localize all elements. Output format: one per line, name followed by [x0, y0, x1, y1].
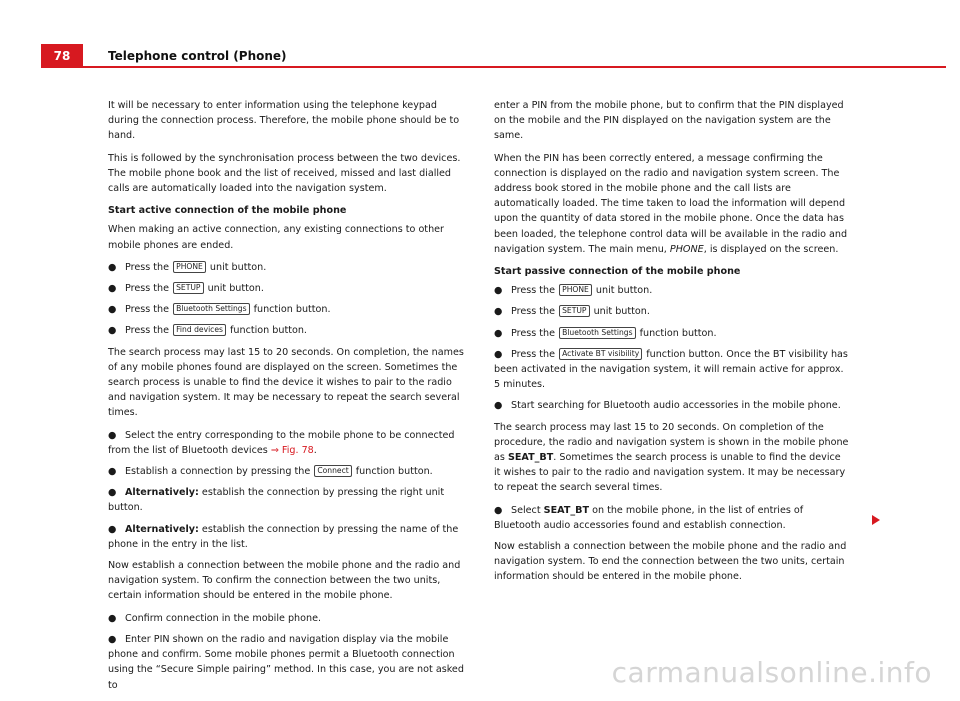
page-number: 78: [41, 44, 83, 68]
list-item: ● Press the PHONE unit button.: [494, 285, 653, 297]
continue-arrow-icon: [872, 515, 880, 525]
list-item: ● Press the PHONE unit button.: [108, 261, 267, 273]
paragraph: The search process may last 15 to 20 seconds. On completion of the procedure, the radio and navigation system is shown in the mobile phone as SEAT_BT. Sometimes the search process is unable to find the device it wishes to pair to the radio and navigation system. It may be necessary to repeat the search several times.: [494, 421, 849, 494]
figure-link[interactable]: ⇒ Fig. 78: [270, 444, 314, 456]
setup-key: SETUP: [173, 282, 203, 294]
connect-key: Connect: [314, 465, 351, 477]
section-heading: Start active connection of the mobile phone: [108, 205, 347, 217]
setup-key: SETUP: [559, 305, 589, 317]
list-item: ● Enter PIN shown on the radio and navigation display via the mobile phone and confirm. Some mobile phones permit a Bluetooth connection using the “Secure Simple pairing” method. In this case, you are not asked to: [108, 633, 464, 691]
list-item: ● Alternatively: establish the connection by pressing the name of the phone in the entry in the list.: [108, 523, 459, 550]
paragraph: This is followed by the synchronisation process between the two devices. The mobile phone book and the list of received, missed and last dialled calls are automatically loaded into the navigation system.: [108, 152, 461, 195]
list-item: ● Press the SETUP unit button.: [108, 283, 264, 295]
paragraph: Now establish a connection between the mobile phone and the radio and navigation system. To confirm the connection between the two units, certain information should be entered in the mobile phone.: [108, 560, 461, 602]
list-item: ● Select the entry corresponding to the mobile phone to be connected from the list of Bluetooth devices ⇒ Fig. 78.: [108, 429, 455, 456]
list-item: ● Press the SETUP unit button.: [494, 306, 650, 318]
bluetooth-settings-key: Bluetooth Settings: [173, 303, 249, 315]
page-title: Telephone control (Phone): [108, 49, 287, 63]
paragraph: When making an active connection, any existing connections to other mobile phones are ended.: [108, 224, 444, 251]
list-item: ● Confirm connection in the mobile phone.: [108, 612, 322, 624]
paragraph: It will be necessary to enter information using the telephone keypad during the connection process. Therefore, the mobile phone should be to hand.: [108, 100, 460, 142]
list-item: ● Press the Activate BT visibility function button. Once the BT visibility has been activated in the navigation system, it will remain active for approx. 5 minutes.: [494, 348, 848, 391]
activate-bt-visibility-key: Activate BT visibility: [559, 348, 642, 360]
section-heading: Start passive connection of the mobile phone: [494, 266, 741, 278]
paragraph: The search process may last 15 to 20 seconds. On completion, the names of any mobile phones found are displayed on the screen. Sometimes the search process is unable to find the device it wishes to pair to the radio and navigation system. It may be necessary to repeat the search several times.: [108, 346, 464, 419]
list-item: ● Alternatively: establish the connection by pressing the right unit button.: [108, 487, 445, 514]
paragraph: Now establish a connection between the mobile phone and the radio and navigation system. To end the connection between the two units, certain information should be entered in the mobile phone.: [494, 541, 847, 583]
phone-key: PHONE: [559, 284, 592, 296]
page-header: [41, 44, 946, 68]
left-column: [108, 98, 464, 699]
list-item: ● Press the Bluetooth Settings function button.: [494, 327, 717, 339]
phone-key: PHONE: [173, 261, 206, 273]
right-column: [494, 98, 850, 592]
list-item: ● Establish a connection by pressing the Connect function button.: [108, 466, 433, 478]
paragraph: enter a PIN from the mobile phone, but to confirm that the PIN displayed on the mobile and the PIN displayed on the navigation system are the same.: [494, 100, 844, 142]
list-item: ● Press the Bluetooth Settings function button.: [108, 304, 331, 316]
find-devices-key: Find devices: [173, 324, 226, 336]
paragraph: When the PIN has been correctly entered, a message confirming the connection is displayed on the radio and navigation system screen. The address book stored in the mobile phone and the call lists are automatically loaded. The time taken to load the information will depend upon the quantity of data stored in the mobile phone. Once the data has been loaded, the telephone control data will be available in the radio and navigation system. The main menu, PHONE, is displayed on the screen.: [494, 152, 848, 255]
watermark: carmanualsonline.info: [611, 656, 932, 689]
list-item: ● Press the Find devices function button.: [108, 325, 307, 337]
list-item: ● Select SEAT_BT on the mobile phone, in the list of entries of Bluetooth audio accessories found and establish connection.: [494, 504, 804, 531]
bluetooth-settings-key: Bluetooth Settings: [559, 327, 635, 339]
list-item: ● Start searching for Bluetooth audio accessories in the mobile phone.: [494, 400, 841, 412]
header-rule: [41, 66, 946, 68]
